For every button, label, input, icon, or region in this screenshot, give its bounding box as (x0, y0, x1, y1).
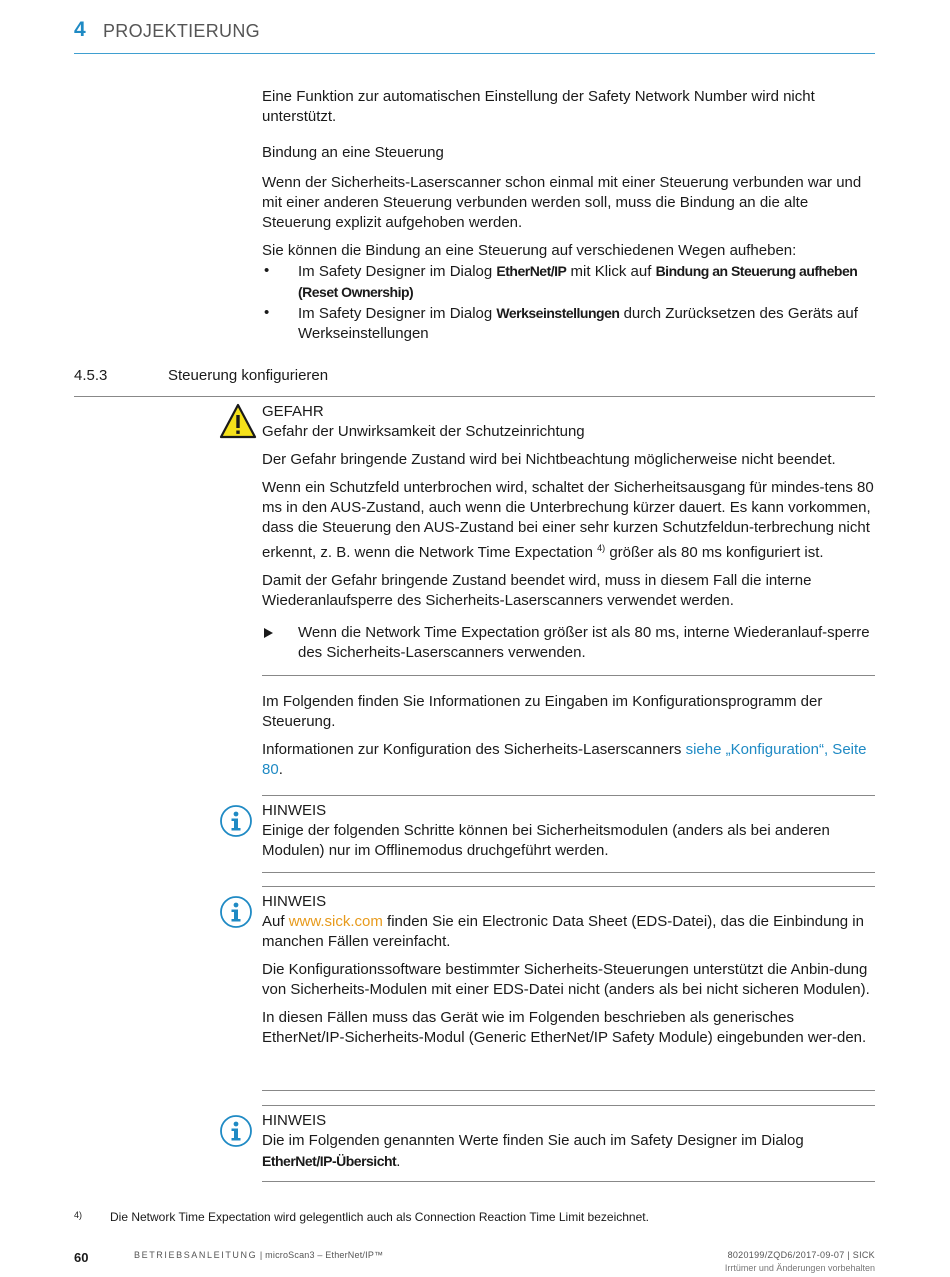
note-2-paragraph-1: Auf www.sick.com finden Sie ein Electronic Data Sheet (EDS-Datei), das die Einbindung in manchen Fällen vereinfacht. (262, 913, 864, 950)
divider (262, 886, 875, 887)
divider (262, 1090, 875, 1091)
info-circle-icon (219, 804, 253, 838)
footnote-reference: 4) (597, 543, 606, 553)
divider (262, 1181, 875, 1182)
disclaimer: Irrtümer und Änderungen vorbehalten (724, 1263, 875, 1273)
chapter-number: 4 (74, 18, 86, 41)
footnote-text: Die Network Time Expectation wird gelegentlich auch als Connection Reaction Time Limit bezeichnet. (110, 1210, 649, 1224)
chapter-title: PROJEKTIERUNG (103, 21, 260, 41)
danger-paragraph-2: Wenn ein Schutzfeld unterbrochen wird, schaltet der Sicherheitsausgang für mindes-tens 80 ms in den AUS-Zustand, auch wenn die Unterbrechung kürzer dauert. Es kann vorkommen, dass die Steuerung den AUS-Zustand bei einer sehr kurzen Schutzfeldun-terbrechung nicht erkennt, z. B. wenn die Network Time Expectation $^{4)}$ größer als 80 ms konfiguriert ist. (262, 479, 874, 561)
page-number: 60 (74, 1250, 89, 1265)
danger-subtitle: Gefahr der Unwirksamkeit der Schutzeinrichtung (262, 423, 585, 440)
danger-action-step: Wenn die Network Time Expectation größer ist als 80 ms, interne Wiederanlauf-sperre des Sicherheits-Laserscanners verwenden. (262, 623, 875, 663)
divider (262, 795, 875, 796)
divider (262, 1105, 875, 1106)
document-reference: 8020199/ZQD6/2017-09-07 | SICK (727, 1250, 875, 1260)
intro-block (262, 87, 875, 344)
section-heading (74, 367, 875, 397)
note-label: HINWEIS (262, 802, 327, 819)
note-2-paragraph-3: In diesen Fällen muss das Gerät wie im Folgenden beschrieben als generisches EtherNet/IP-Sicherheits-Modul (Generic EtherNet/IP Safety Module) eingebunden wer-den. (262, 1009, 867, 1046)
sick-website-link[interactable]: www.sick.com (288, 913, 383, 930)
section-title: Steuerung konfigurieren (168, 367, 329, 384)
danger-paragraph-1: Der Gefahr bringende Zustand wird bei Nichtbeachtung möglicherweise nicht beendet. (262, 451, 836, 468)
note-label: HINWEIS (262, 1112, 327, 1129)
divider (262, 675, 875, 676)
page-header (74, 16, 875, 54)
danger-label: GEFAHR (262, 403, 324, 420)
danger-paragraph-3: Damit der Gefahr bringende Zustand beendet wird, muss in diesem Fall die interne Wiederanlaufsperre des Sicherheits-Laserscanners verwendet werden. (262, 572, 812, 609)
document-title: BETRIEBSANLEITUNG | microScan3 – EtherNet/IP™ (134, 1250, 384, 1260)
page-footer (74, 1248, 875, 1276)
binding-bullet-list (262, 261, 875, 344)
info-circle-icon (219, 895, 253, 929)
footnote-mark: 4) (74, 1210, 83, 1220)
note-box-1 (262, 801, 875, 861)
note-box-3 (262, 1111, 875, 1172)
list-item: • Im Safety Designer im Dialog Werkseinstellungen durch Zurücksetzen des Geräts auf Werkseinstellungen (262, 303, 875, 344)
config-cross-reference-link[interactable]: siehe „Konfiguration“, Seite 80 (262, 741, 867, 778)
note-3-paragraph: Die im Folgenden genannten Werte finden Sie auch im Safety Designer im Dialog EtherNet/IP-Übersicht. (262, 1132, 804, 1170)
intro-paragraph-2: Wenn der Sicherheits-Laserscanner schon einmal mit einer Steuerung verbunden war und mit einer anderen Steuerung verbunden werden soll, muss die Bindung an die alte Steuerung explizit aufgehoben werden. (262, 174, 862, 231)
note-2-paragraph-2: Die Konfigurationssoftware bestimmter Sicherheits-Steuerungen unterstützt die Anbin-dung von Sicherheits-Modulen mit einer EDS-Datei nicht (anders als bei nicht sicheren Modulen). (262, 961, 870, 998)
note-1-paragraph: Einige der folgenden Schritte können bei Sicherheitsmodulen (anders als bei anderen Modulen) nur im Offlinemodus druchgeführt werden. (262, 822, 830, 859)
warning-triangle-icon (219, 403, 257, 439)
subheading-binding: Bindung an eine Steuerung (262, 144, 444, 161)
list-item: • Im Safety Designer im Dialog EtherNet/IP mit Klick auf Bindung an Steuerung aufheben (Reset Ownership) (262, 261, 875, 303)
arrow-right-icon (264, 628, 273, 638)
danger-box (262, 402, 875, 663)
note-box-2 (262, 892, 875, 1048)
intro-paragraph-3: Sie können die Bindung an eine Steuerung auf verschiedenen Wegen aufheben: (262, 242, 797, 259)
config-info-block (262, 692, 875, 780)
note-label: HINWEIS (262, 893, 327, 910)
intro-paragraph-1: Eine Funktion zur automatischen Einstellung der Safety Network Number wird nicht unterstützt. (262, 88, 815, 125)
divider (262, 872, 875, 873)
section-number: 4.5.3 (74, 367, 108, 384)
config-paragraph-1: Im Folgenden finden Sie Informationen zu Eingaben im Konfigurationsprogramm der Steuerung. (262, 693, 823, 730)
config-paragraph-2: Informationen zur Konfiguration des Sicherheits-Laserscanners siehe „Konfiguration“, Seite 80. (262, 741, 867, 778)
info-circle-icon (219, 1114, 253, 1148)
